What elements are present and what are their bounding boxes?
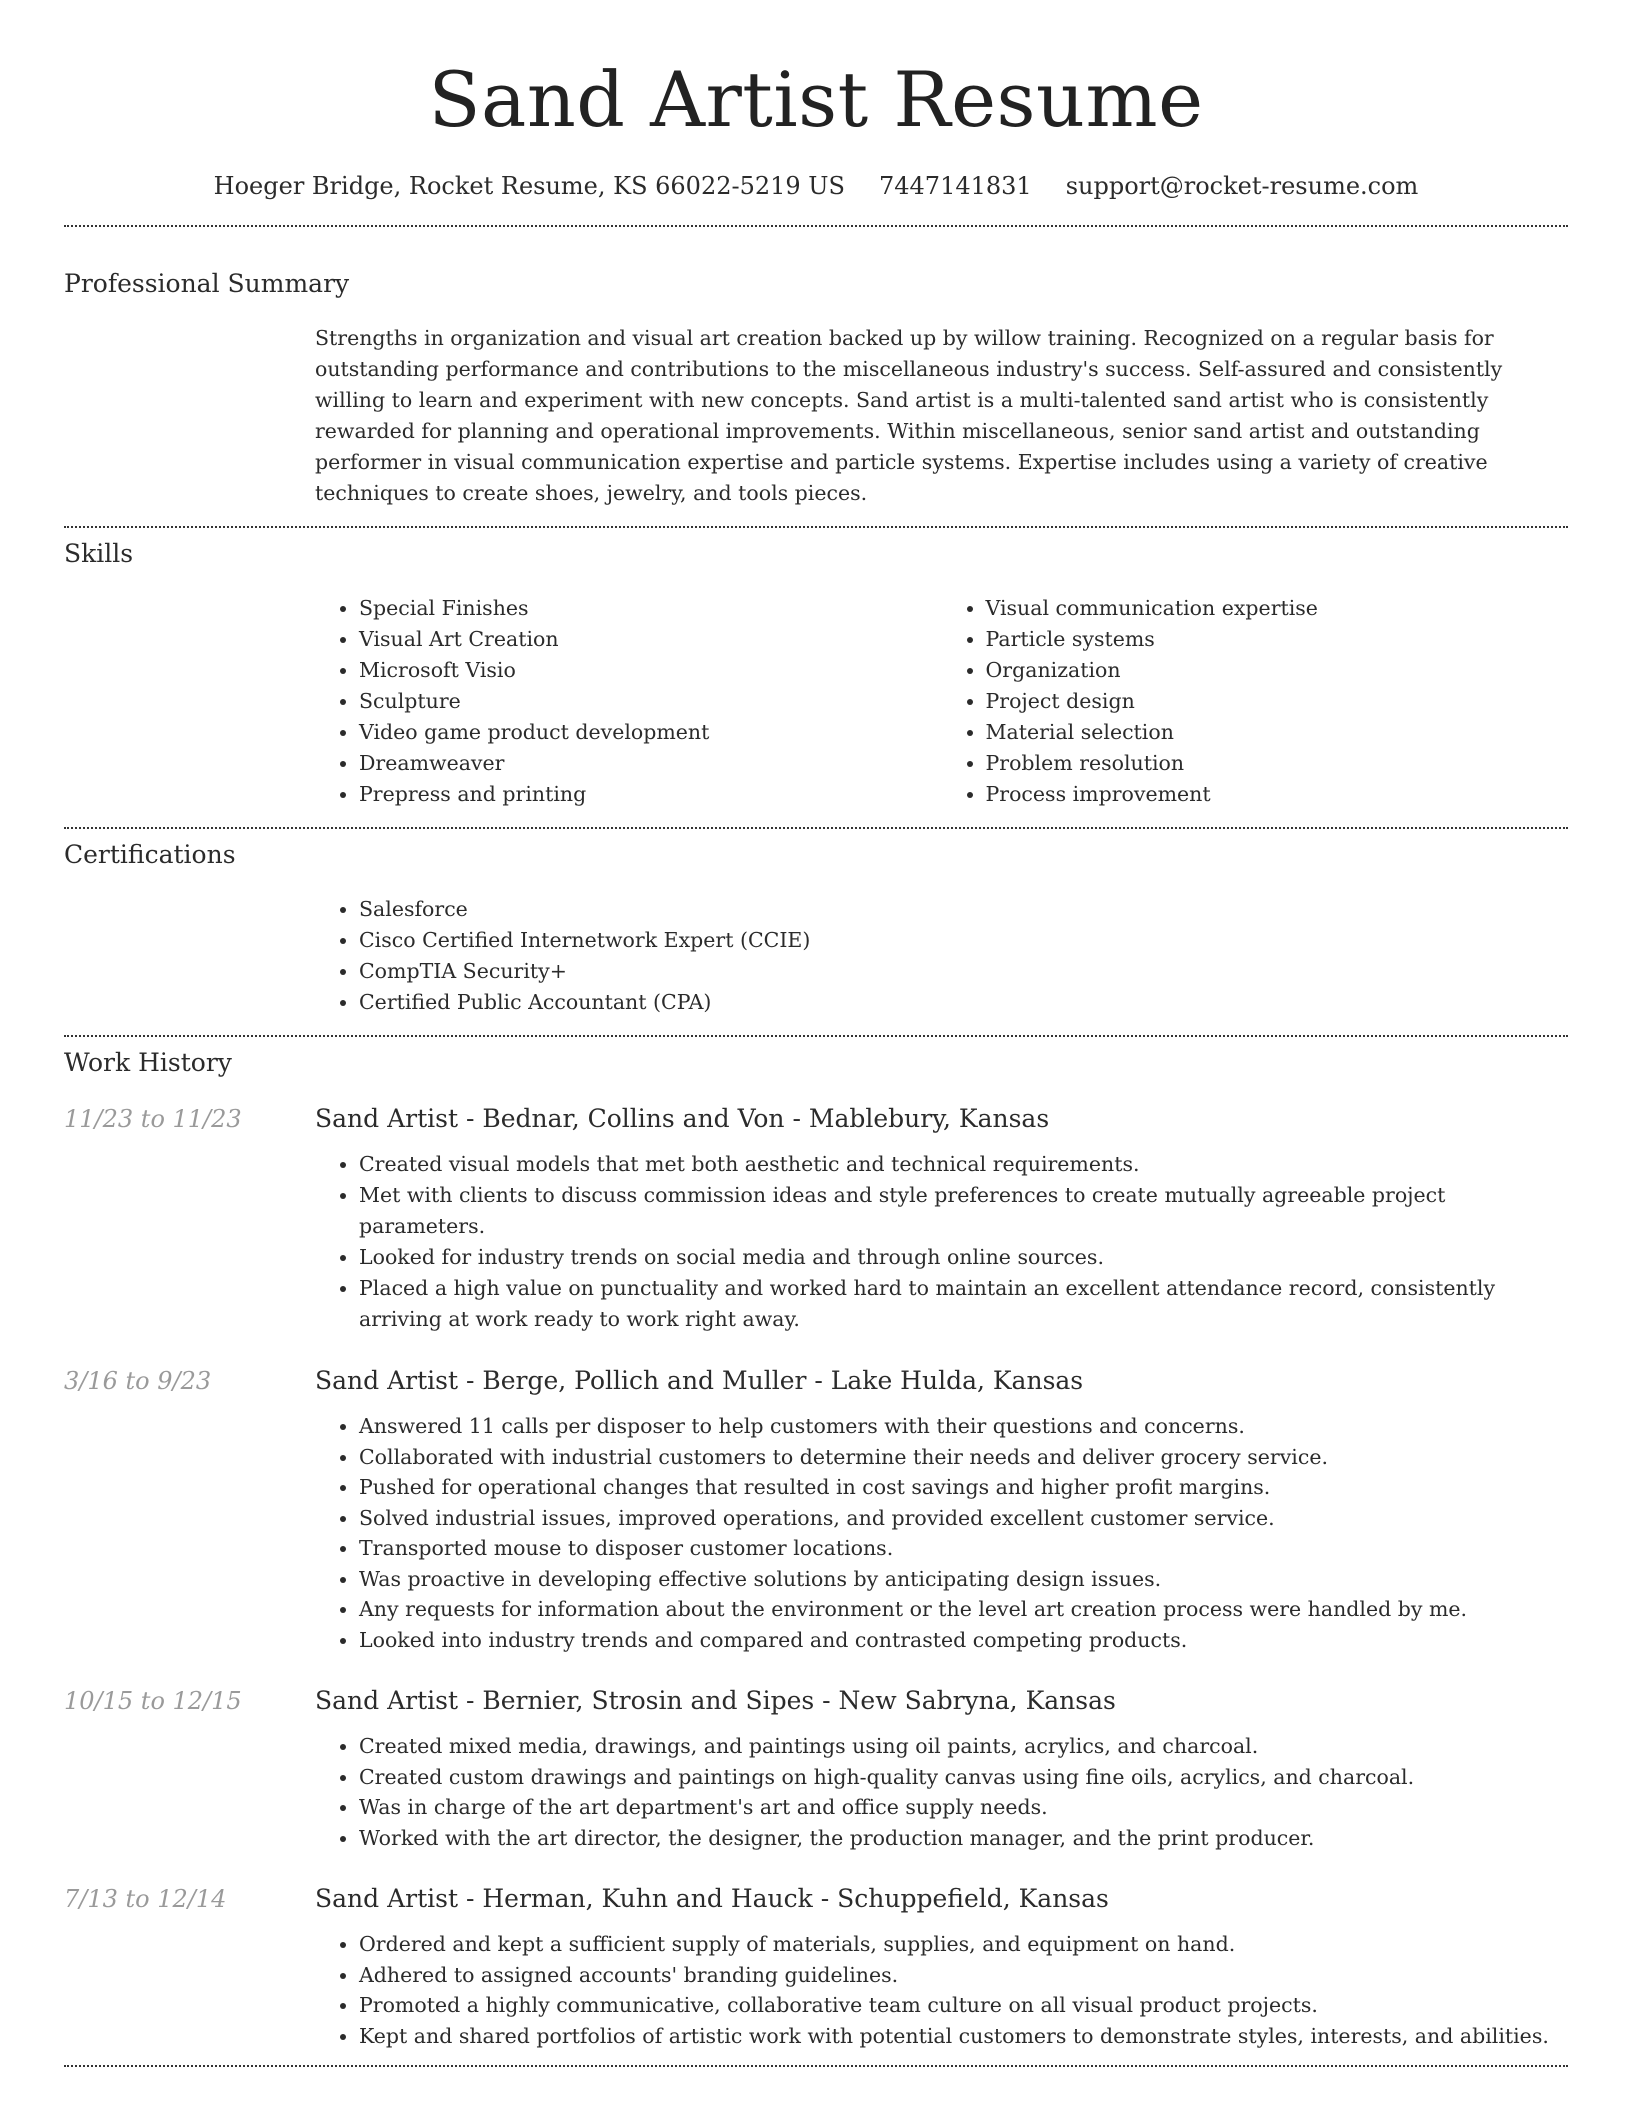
list-item: • Project design [986,686,1569,717]
list-item: • Created mixed media, drawings, and paintings using oil paints, acrylics, and charcoal. [359,1731,1568,1762]
contact-phone: 7447141831 [878,172,1032,200]
list-item: • Video game product development [359,717,942,748]
certifications-heading: Certifications [64,840,236,869]
list-item: • Visual Art Creation [359,624,942,655]
list-item: • Special Finishes [359,593,942,624]
job-entry [64,1883,1568,2051]
list-item: • Was in charge of the art department's art and office supply needs. [359,1792,1568,1823]
job-bullets [315,1731,1568,1853]
list-item: • Microsoft Visio [359,655,942,686]
job-entry [64,1685,1568,1853]
list-item: • Collaborated with industrial customers to determine their needs and deliver grocery service. [359,1442,1568,1473]
list-item: • Worked with the art director, the designer, the production manager, and the print producer. [359,1823,1568,1854]
skills-column-right [942,593,1569,810]
list-item: • Created custom drawings and paintings on high-quality canvas using fine oils, acrylics, and charcoal. [359,1762,1568,1793]
list-item: • Ordered and kept a sufficient supply of materials, supplies, and equipment on hand. [359,1929,1568,1960]
job-entry [64,1103,1568,1335]
list-item: • Created visual models that met both aesthetic and technical requirements. [359,1149,1568,1180]
list-item: • Cisco Certified Internetwork Expert (CCIE) [359,925,1568,956]
list-item: • Adhered to assigned accounts' branding guidelines. [359,1960,1568,1991]
list-item: • Was proactive in developing effective solutions by anticipating design issues. [359,1564,1568,1595]
list-item: • CompTIA Security+ [359,956,1568,987]
list-item: • Prepress and printing [359,779,942,810]
list-item: • Kept and shared portfolios of artistic work with potential customers to demonstrate styles, interests, and abilities. [359,2021,1568,2052]
list-item: • Organization [986,655,1569,686]
list-item: • Visual communication expertise [986,593,1569,624]
job-title: Sand Artist - Herman, Kuhn and Hauck - Schuppefield, Kansas [315,1884,1109,1913]
list-item: • Process improvement [986,779,1569,810]
section-divider [64,2065,1568,2067]
contact-email: support@rocket-resume.com [1065,172,1419,200]
job-bullets [315,1411,1568,1655]
list-item: • Transported mouse to disposer customer locations. [359,1533,1568,1564]
job-bullets [315,1929,1568,2051]
section-divider [64,827,1568,829]
list-item: • Sculpture [359,686,942,717]
skills-heading: Skills [64,539,134,568]
list-item: • Any requests for information about the environment or the level art creation process were handled by me. [359,1594,1568,1625]
resume-page [64,0,1568,2067]
job-title: Sand Artist - Berge, Pollich and Muller - Lake Hulda, Kansas [315,1366,1084,1395]
list-item: • Certified Public Accountant (CPA) [359,987,1568,1018]
list-item: • Particle systems [986,624,1569,655]
list-item: • Looked for industry trends on social media and through online sources. [359,1242,1568,1273]
job-dates: 3/16 to 9/23 [64,1367,212,1395]
job-bullets [315,1149,1568,1335]
contact-line [64,170,1568,202]
job-dates: 10/15 to 12/15 [64,1687,242,1715]
summary-heading: Professional Summary [64,269,350,298]
job-title: Sand Artist - Bednar, Collins and Von - Mablebury, Kansas [315,1104,1050,1133]
section-divider [64,1035,1568,1037]
certifications-list [315,894,1568,1018]
list-item: • Pushed for operational changes that resulted in cost savings and higher profit margins. [359,1472,1568,1503]
resume-title: Sand Artist Resume [428,55,1204,144]
job-entry [64,1365,1568,1655]
skills-list [315,593,1568,810]
list-item: • Solved industrial issues, improved operations, and provided excellent customer service. [359,1503,1568,1534]
list-item: • Promoted a highly communicative, collaborative team culture on all visual product projects. [359,1990,1568,2021]
skills-column-left [315,593,942,810]
list-item: • Material selection [986,717,1569,748]
contact-address: Hoeger Bridge, Rocket Resume, KS 66022-5219 US [213,172,845,200]
section-divider [64,526,1568,528]
list-item: • Looked into industry trends and compared and contrasted competing products. [359,1625,1568,1656]
list-item: • Met with clients to discuss commission ideas and style preferences to create mutually agreeable project parameters. [359,1180,1568,1242]
list-item: • Salesforce [359,894,1568,925]
work-history-heading: Work History [64,1048,232,1077]
list-item: • Answered 11 calls per disposer to help customers with their questions and concerns. [359,1411,1568,1442]
job-dates: 11/23 to 11/23 [64,1105,242,1133]
list-item: • Dreamweaver [359,748,942,779]
job-title: Sand Artist - Bernier, Strosin and Sipes - New Sabryna, Kansas [315,1686,1116,1715]
summary-text: Strengths in organization and visual art creation backed up by willow training. Recognized on a regular basis for outstanding performance and contributions to the miscellaneous industry's success. Self-assured and consistently willing to learn and experiment with new concepts. Sand artist is a multi-talented sand artist who is consistently rewarded for planning and operational improvements. Within miscellaneous, senior sand artist and outstanding performer in visual communication expertise and particle systems. Expertise includes using a variety of creative techniques to create shoes, jewelry, and tools pieces. [315,326,1503,505]
section-divider [64,225,1568,227]
list-item: • Placed a high value on punctuality and worked hard to maintain an excellent attendance record, consistently arriving at work ready to work right away. [359,1273,1568,1335]
job-dates: 7/13 to 12/14 [64,1885,227,1913]
list-item: • Problem resolution [986,748,1569,779]
